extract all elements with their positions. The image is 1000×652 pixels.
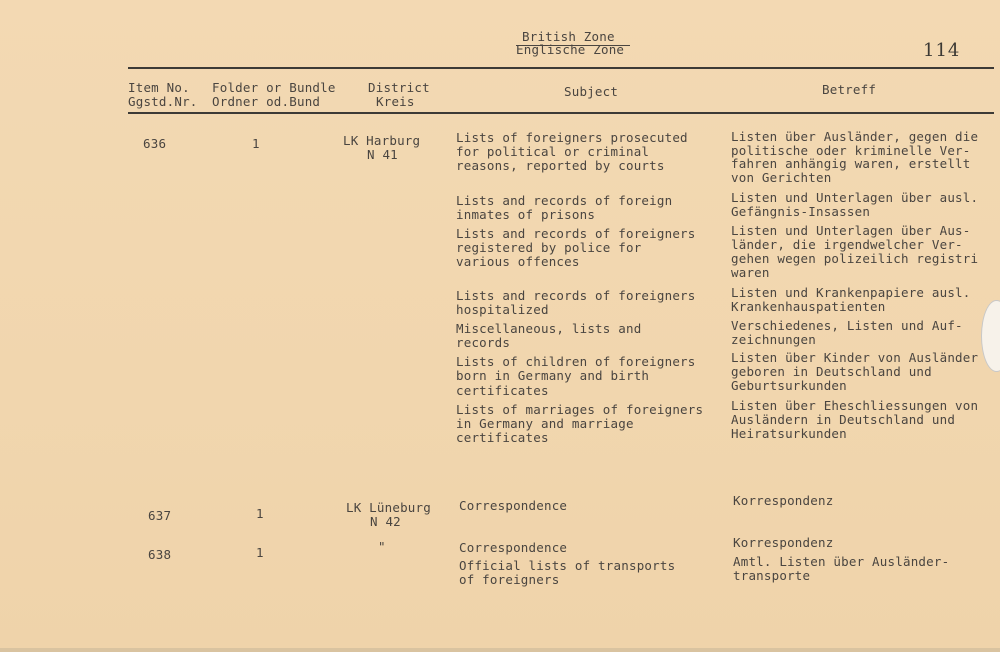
betreff-line: waren	[731, 265, 770, 280]
betreff-line: Gefängnis-Insassen	[731, 204, 871, 219]
betreff-line: Krankenhauspatienten	[731, 299, 886, 314]
zone-title-en: British Zone	[522, 29, 615, 44]
district-ditto: "	[378, 539, 386, 554]
item-number: 636	[143, 136, 167, 151]
col-item-header-en: Item No.	[128, 80, 190, 95]
betreff-line: länder, die irgendwelcher Ver-	[731, 237, 963, 252]
betreff-line: Heiratsurkunden	[731, 426, 847, 441]
subject-line: Lists of children of foreigners	[456, 354, 696, 369]
subject-line: certificates	[456, 383, 549, 398]
betreff-line: gehen wegen polizeilich registri	[731, 251, 979, 266]
folder-number: 1	[256, 545, 264, 560]
subject-line: hospitalized	[456, 302, 549, 317]
subject-line: reasons, reported by courts	[456, 158, 665, 173]
subject-line: Lists of marriages of foreigners	[456, 402, 704, 417]
col-district-header-de: Kreis	[376, 94, 415, 109]
page-number: 114	[923, 40, 961, 61]
item-number: 637	[148, 508, 172, 523]
subject-line: Miscellaneous, lists and	[456, 321, 642, 336]
betreff-line: Amtl. Listen über Ausländer-	[733, 554, 950, 569]
subject-line: Correspondence	[459, 498, 568, 513]
betreff-line: Geburtsurkunden	[731, 378, 847, 393]
subject-line: Lists of foreigners prosecuted	[456, 130, 688, 145]
subject-line: of foreigners	[459, 572, 560, 587]
subject-line: Official lists of transports	[459, 558, 676, 573]
subject-line: Lists and records of foreigners	[456, 288, 696, 303]
betreff-line: geboren in Deutschland und	[731, 364, 932, 379]
betreff-line: von Gerichten	[731, 170, 832, 185]
subject-line: in Germany and marriage	[456, 416, 634, 431]
folder-number: 1	[256, 506, 264, 521]
betreff-line: zeichnungen	[731, 332, 816, 347]
header-top-rule	[128, 67, 994, 69]
betreff-line: transporte	[733, 568, 811, 583]
betreff-line: Listen über Eheschliessungen von	[731, 398, 979, 413]
col-betreff-header: Betreff	[822, 82, 877, 97]
subject-line: Lists and records of foreigners	[456, 226, 696, 241]
subject-line: inmates of prisons	[456, 207, 596, 222]
subject-line: Correspondence	[459, 540, 568, 555]
betreff-line: Listen über Kinder von Ausländer	[731, 350, 979, 365]
betreff-line: Listen und Unterlagen über ausl.	[731, 190, 979, 205]
betreff-line: Verschiedenes, Listen und Auf-	[731, 318, 963, 333]
subject-line: born in Germany and birth	[456, 368, 650, 383]
col-district-header-en: District	[368, 80, 430, 95]
subject-line: records	[456, 335, 511, 350]
folder-number: 1	[252, 136, 260, 151]
subject-line: certificates	[456, 430, 549, 445]
item-number: 638	[148, 547, 172, 562]
header-bottom-rule	[128, 112, 994, 114]
district-code: N 41	[367, 147, 398, 162]
betreff-line: politische oder kriminelle Ver-	[731, 143, 971, 158]
zone-title-de: Englische Zone	[516, 42, 625, 57]
page-curl	[981, 300, 1000, 372]
subject-line: for political or criminal	[456, 144, 650, 159]
subject-line: Lists and records of foreign	[456, 193, 673, 208]
page-bottom-edge	[0, 648, 1000, 652]
betreff-line: Listen und Unterlagen über Aus-	[731, 223, 971, 238]
col-folder-header-en: Folder or Bundle	[212, 80, 336, 95]
betreff-line: fahren anhängig waren, erstellt	[731, 156, 971, 171]
betreff-line: Listen und Krankenpapiere ausl.	[731, 285, 971, 300]
col-item-header-de: Ggstd.Nr.	[128, 94, 198, 109]
district-name: LK Lüneburg	[346, 500, 431, 515]
subject-line: registered by police for	[456, 240, 642, 255]
subject-line: various offences	[456, 254, 580, 269]
col-folder-header-de: Ordner od.Bund	[212, 94, 321, 109]
betreff-line: Ausländern in Deutschland und	[731, 412, 956, 427]
district-name: LK Harburg	[343, 133, 421, 148]
district-code: N 42	[370, 514, 401, 529]
col-subject-header: Subject	[564, 84, 619, 99]
betreff-line: Korrespondenz	[733, 535, 834, 550]
betreff-line: Listen über Ausländer, gegen die	[731, 129, 979, 144]
betreff-line: Korrespondenz	[733, 493, 834, 508]
